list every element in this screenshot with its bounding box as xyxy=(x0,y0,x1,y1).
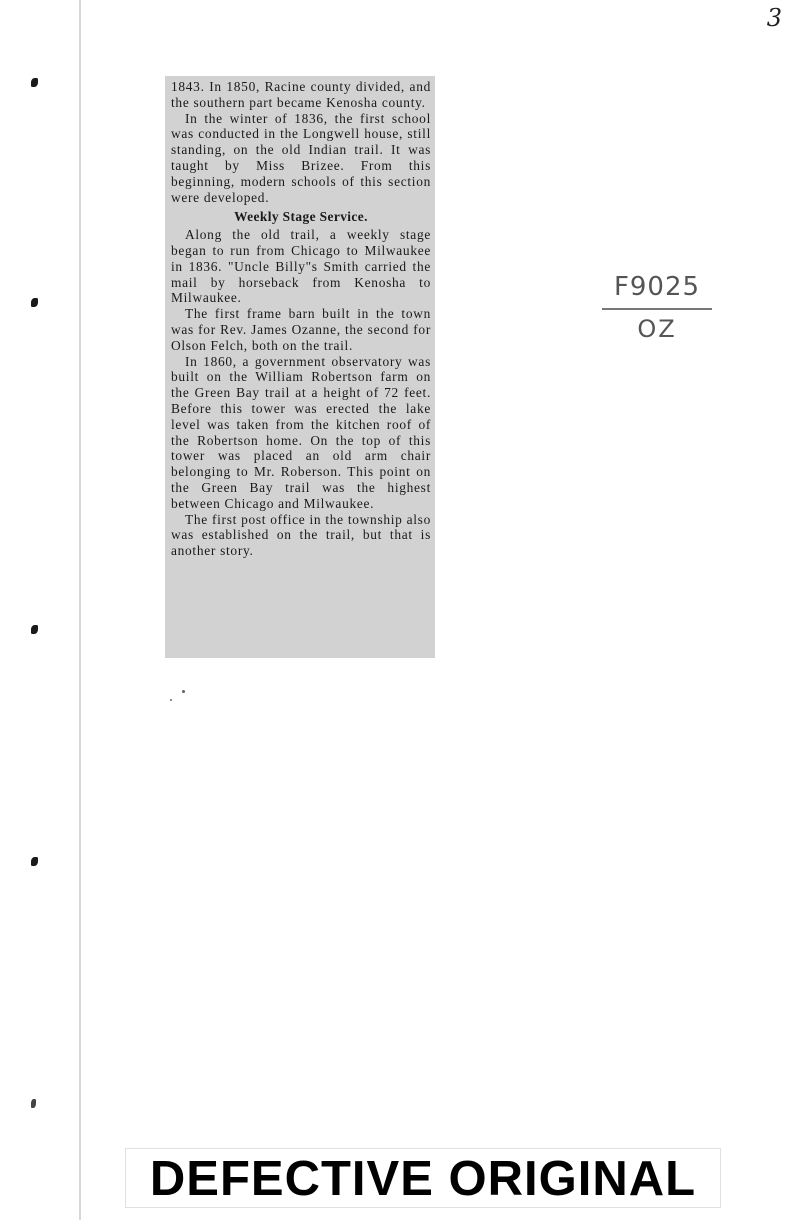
handwritten-annotation xyxy=(598,272,716,342)
annotation-subcode: OZ xyxy=(637,315,677,343)
clipping-paragraph: 1843. In 1850, Racine county divided, and the southern part became Kenosha county. xyxy=(171,79,431,110)
binder-hole-mark xyxy=(31,78,38,87)
clipping-paragraph: The first post office in the township also was established on the trail, but that is another story. xyxy=(171,511,431,559)
defective-original-stamp: DEFECTIVE ORIGINAL xyxy=(125,1148,721,1208)
newspaper-clipping xyxy=(165,76,435,658)
clipping-paragraph: Along the old trail, a weekly stage began to run from Chicago to Milwaukee in 1836. "Uncle Billy"s Smith carried the mail by horseback from Kenosha to Milwaukee. xyxy=(171,227,431,306)
clipping-subheading: Weekly Stage Service. xyxy=(234,209,368,225)
binder-hole-mark xyxy=(31,1099,36,1108)
dust-speck xyxy=(182,690,185,693)
clipping-paragraph: The first frame barn built in the town was for Rev. James Ozanne, the second for Olson Felch, both on the trail. xyxy=(171,306,431,353)
page-edge-line xyxy=(79,0,81,1220)
annotation-code: F9025 xyxy=(613,272,701,302)
clipping-paragraph: In the winter of 1836, the first school was conducted in the Longwell house, still standing, on the old Indian trail. It was taught by Miss Brizee. From this beginning, modern schools of this section were developed. xyxy=(171,110,431,205)
binder-hole-mark xyxy=(31,625,38,634)
page-number: 3 xyxy=(766,4,782,32)
binder-hole-mark xyxy=(31,298,38,307)
binder-hole-mark xyxy=(31,857,38,866)
annotation-rule xyxy=(602,308,712,310)
clipping-paragraph: In 1860, a government observatory was built on the William Robertson farm on the Green Bay trail at a height of 72 feet. Before this tower was erected the lake level was taken from the kitchen roof of the Robertson home. On the top of this tower was placed an old arm chair belonging to Mr. Roberson. This point on the Green Bay trail was the highest between Chicago and Milwaukee. xyxy=(171,353,431,511)
dust-speck xyxy=(170,699,172,701)
